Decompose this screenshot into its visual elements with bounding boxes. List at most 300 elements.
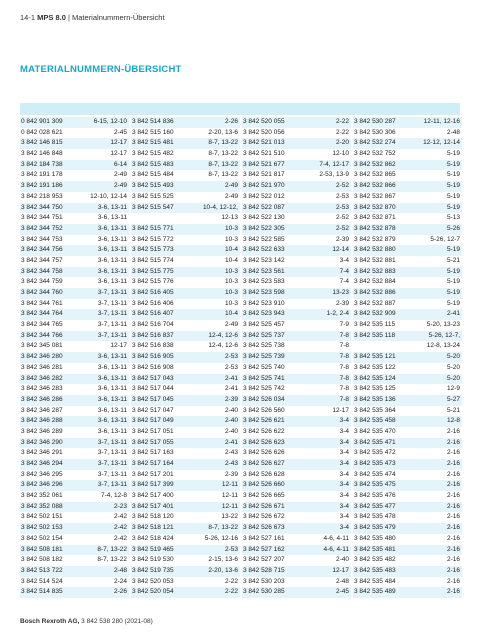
material-number: 3 842 517 400 — [132, 492, 174, 500]
index-row — [353, 534, 462, 545]
index-column — [131, 117, 240, 598]
index-row — [242, 512, 351, 523]
index-row — [353, 448, 462, 459]
page-reference: 3-7, 13-11 — [97, 470, 127, 478]
index-row — [131, 138, 240, 149]
title-band — [20, 103, 460, 115]
page-reference: 3-4 — [339, 449, 349, 457]
page-reference: 3-7, 13-11 — [97, 331, 127, 339]
material-number: 3 842 535 481 — [354, 545, 396, 553]
index-row — [242, 352, 351, 363]
index-row — [131, 363, 240, 374]
material-number: 3 842 530 285 — [243, 588, 285, 596]
page-reference: 5-21 — [446, 256, 460, 264]
index-row — [20, 395, 129, 406]
index-row — [20, 331, 129, 342]
index-row — [353, 491, 462, 502]
index-row — [20, 341, 129, 352]
index-row — [353, 192, 462, 203]
index-row — [353, 331, 462, 342]
page-reference: 7-9 — [339, 321, 349, 329]
index-row — [353, 299, 462, 310]
material-number: 3 842 526 621 — [243, 417, 285, 425]
material-number: 3 842 526 673 — [243, 524, 285, 532]
material-number: 3 842 516 838 — [132, 342, 174, 350]
material-number: 3 842 519 465 — [132, 545, 174, 553]
page-reference: 2-52 — [335, 182, 349, 190]
index-row — [131, 374, 240, 385]
material-number: 3 842 517 049 — [132, 417, 174, 425]
index-row — [20, 277, 129, 288]
index-row — [20, 224, 129, 235]
index-row — [131, 534, 240, 545]
index-row — [20, 491, 129, 502]
index-row — [20, 512, 129, 523]
page-reference: 8-7, 13-22 — [208, 150, 238, 158]
page-reference: 2-20, 13-6 — [208, 128, 238, 136]
material-number: 3 842 525 740 — [243, 363, 285, 371]
index-row — [353, 117, 462, 128]
index-row — [353, 277, 462, 288]
index-row — [131, 512, 240, 523]
page-reference: 10-3 — [224, 267, 238, 275]
page-title: MATERIALNUMMERN-ÜBERSICHT — [20, 64, 182, 75]
material-number: 3 842 526 671 — [243, 502, 285, 510]
page-reference: 2-41 — [224, 374, 238, 382]
page-reference: 7-4, 12-8 — [100, 492, 127, 500]
material-number: 3 842 526 627 — [243, 460, 285, 467]
page-reference: 5-20 — [446, 374, 460, 382]
page-reference: 3-6, 13-11 — [97, 267, 127, 275]
index-row — [20, 181, 129, 192]
page-reference: 7-8 — [339, 353, 349, 361]
material-number: 3 842 521 970 — [243, 182, 285, 190]
page-reference: 2-41 — [446, 310, 460, 318]
material-number: 3 842 344 760 — [21, 289, 63, 296]
index-row — [353, 149, 462, 160]
index-row — [20, 587, 129, 598]
index-row — [353, 213, 462, 224]
index-row — [20, 502, 129, 513]
index-row — [20, 459, 129, 470]
index-row — [353, 459, 462, 470]
index-row — [242, 256, 351, 267]
material-number: 3 842 527 207 — [243, 556, 285, 564]
page-reference: 6-15, 12-10 — [93, 118, 127, 125]
page-reference: 2-20 — [335, 139, 349, 147]
index-row — [353, 138, 462, 149]
index-row — [242, 224, 351, 235]
page-reference: 10-3 — [224, 299, 238, 307]
page-reference: 2-23 — [113, 502, 127, 510]
page-reference: 3-4 — [339, 427, 349, 435]
material-number: 3 842 522 012 — [243, 192, 285, 200]
page-reference: 2-15, 13-6 — [208, 556, 238, 564]
page-reference: 5-19 — [446, 299, 460, 307]
index-row — [353, 128, 462, 139]
index-row — [131, 577, 240, 588]
page-reference: 3-6, 13-11 — [97, 214, 127, 222]
material-number: 3 842 514 524 — [21, 577, 63, 585]
index-row — [20, 138, 129, 149]
page-reference: 2-53 — [224, 363, 238, 371]
material-number: 3 842 532 866 — [354, 182, 396, 190]
page-reference: 2-26 — [224, 118, 238, 125]
material-number: 3 842 519 530 — [132, 556, 174, 564]
material-number: 3 842 346 290 — [21, 438, 63, 446]
index-row — [131, 224, 240, 235]
material-number: 3 842 515 547 — [132, 203, 174, 211]
page-reference: 3-6, 13-11 — [97, 417, 127, 425]
material-number: 3 842 526 626 — [243, 449, 285, 457]
index-row — [20, 299, 129, 310]
material-number: 3 842 526 623 — [243, 438, 285, 446]
index-row — [20, 406, 129, 417]
material-number: 3 842 535 364 — [354, 406, 396, 414]
page-reference: 5-27 — [446, 395, 460, 403]
material-number: 3 842 517 164 — [132, 460, 174, 467]
material-number: 3 842 532 862 — [354, 160, 396, 168]
material-number: 3 842 517 051 — [132, 427, 174, 435]
material-number: 3 842 346 295 — [21, 470, 63, 478]
index-row — [20, 416, 129, 427]
page-reference: 2-49 — [113, 182, 127, 190]
material-number: 3 842 520 054 — [132, 588, 174, 596]
index-row — [242, 502, 351, 513]
material-number: 3 842 516 905 — [132, 353, 174, 361]
material-number: 3 842 535 471 — [354, 438, 396, 446]
index-row — [20, 309, 129, 320]
page-reference: 3-7, 13-11 — [97, 299, 127, 307]
material-number: 3 842 527 162 — [243, 545, 285, 553]
page-reference: 2-16 — [446, 460, 460, 467]
page-footer — [20, 618, 153, 625]
page-reference: 2-16 — [446, 534, 460, 542]
material-number: 3 842 530 203 — [243, 577, 285, 585]
material-number: 3 842 523 142 — [243, 256, 285, 264]
page-reference: 3-4 — [339, 438, 349, 446]
material-number: 3 842 346 287 — [21, 406, 63, 414]
material-number: 3 842 523 561 — [243, 267, 285, 275]
index-row — [131, 395, 240, 406]
material-number: 3 842 184 738 — [21, 160, 63, 168]
material-number: 3 842 344 766 — [21, 331, 63, 339]
page-reference: 5-19 — [446, 267, 460, 275]
index-row — [131, 384, 240, 395]
material-number: 3 842 344 753 — [21, 235, 63, 243]
index-row — [353, 384, 462, 395]
material-number: 3 842 535 115 — [354, 321, 396, 329]
page-reference: 12-17 — [332, 406, 349, 414]
index-row — [20, 566, 129, 577]
page-reference: 12-10, 12-14 — [90, 192, 127, 200]
material-number: 3 842 532 886 — [354, 289, 396, 296]
material-number: 3 842 346 283 — [21, 385, 63, 393]
page-reference: 12-4, 12-6 — [208, 331, 238, 339]
page-reference: 2-39 — [224, 395, 238, 403]
index-row — [20, 555, 129, 566]
page-reference: 8-7, 13-22 — [208, 171, 238, 179]
page-reference: 2-49 — [113, 171, 127, 179]
material-number: 3 842 520 056 — [243, 128, 285, 136]
material-number: 3 842 344 751 — [21, 214, 63, 222]
index-row — [242, 160, 351, 171]
page-reference: 12-17 — [110, 342, 127, 350]
page-reference: 2-41 — [224, 438, 238, 446]
material-number: 3 842 526 622 — [243, 427, 285, 435]
page-reference: 10-4, 12-12, — [202, 203, 238, 211]
index-row — [242, 341, 351, 352]
index-row — [20, 438, 129, 449]
material-number: 3 842 517 047 — [132, 406, 174, 414]
index-row — [131, 245, 240, 256]
material-number: 3 842 530 287 — [354, 118, 396, 125]
material-number: 3 842 346 280 — [21, 353, 63, 361]
index-column — [353, 117, 462, 598]
page-reference: 10-4 — [224, 310, 238, 318]
page-reference: 7-8 — [339, 342, 349, 350]
page-reference: 7-8 — [339, 363, 349, 371]
index-row — [131, 566, 240, 577]
material-number: 3 842 522 130 — [243, 214, 285, 222]
index-row — [242, 149, 351, 160]
material-number: 3 842 344 764 — [21, 310, 63, 318]
page-number: 14-1 — [20, 13, 36, 22]
page-reference: 2-22 — [335, 118, 349, 125]
index-row — [20, 480, 129, 491]
header-separator: | — [67, 13, 70, 22]
page-reference: 2-16 — [446, 427, 460, 435]
index-row — [353, 170, 462, 181]
page-reference: 1-2, 2-4 — [326, 310, 349, 318]
page-reference: 3-7, 13-11 — [97, 310, 127, 318]
page-reference: 5-26 — [446, 224, 460, 232]
page-reference: 7-8 — [339, 385, 349, 393]
index-row — [131, 299, 240, 310]
page-reference: 2-20, 13-6 — [208, 566, 238, 574]
index-row — [20, 160, 129, 171]
page-reference: 3-6, 13-11 — [97, 353, 127, 361]
index-row — [20, 448, 129, 459]
material-number: 3 842 516 405 — [132, 289, 174, 296]
material-number: 3 842 522 633 — [243, 246, 285, 254]
page-reference: 2-22 — [224, 577, 238, 585]
material-number: 3 842 515 493 — [132, 182, 174, 190]
page-reference: 3-4 — [339, 524, 349, 532]
material-number: 3 842 532 887 — [354, 299, 396, 307]
page-reference: 3-6, 13-11 — [97, 224, 127, 232]
material-number: 3 842 502 153 — [21, 524, 63, 532]
index-row — [242, 288, 351, 299]
material-number: 3 842 346 281 — [21, 363, 63, 371]
page-reference: 2-16 — [446, 524, 460, 532]
index-row — [242, 448, 351, 459]
page-reference: 3-6, 13-11 — [97, 278, 127, 286]
index-row — [131, 341, 240, 352]
page-reference: 12-11 — [221, 502, 238, 510]
index-row — [353, 352, 462, 363]
material-number: 3 842 502 151 — [21, 513, 63, 521]
index-row — [20, 427, 129, 438]
index-row — [353, 160, 462, 171]
index-row — [20, 577, 129, 588]
material-number: 3 842 515 775 — [132, 267, 174, 275]
page-reference: 3-4 — [339, 256, 349, 264]
product-name: MPS 8.0 — [37, 13, 66, 22]
page-reference: 3-6, 13-11 — [97, 374, 127, 382]
index-row — [242, 213, 351, 224]
index-row — [353, 203, 462, 214]
material-number: 3 842 515 484 — [132, 171, 174, 179]
page-reference: 3-7, 13-11 — [97, 289, 127, 296]
page-reference: 2-49 — [224, 192, 238, 200]
material-number: 3 842 525 739 — [243, 353, 285, 361]
index-row — [131, 288, 240, 299]
material-number: 3 842 346 294 — [21, 460, 63, 467]
page-reference: 2-48 — [335, 577, 349, 585]
page-reference: 3-6, 13-11 — [97, 235, 127, 243]
material-number: 3 842 518 424 — [132, 534, 174, 542]
index-row — [353, 480, 462, 491]
material-number: 3 842 515 525 — [132, 192, 174, 200]
index-row — [242, 566, 351, 577]
index-row — [242, 128, 351, 139]
page-reference: 2-16 — [446, 481, 460, 489]
page-reference: 5-13 — [446, 214, 460, 222]
page-reference: 12-8, 13-24 — [426, 342, 460, 350]
page-reference: 2-22 — [224, 588, 238, 596]
material-number: 3 842 518 121 — [132, 524, 174, 532]
page-reference: 3-4 — [339, 481, 349, 489]
page-reference: 2-42 — [113, 534, 127, 542]
index-row — [131, 170, 240, 181]
material-number: 3 842 532 867 — [354, 192, 396, 200]
index-row — [353, 245, 462, 256]
material-number: 3 842 517 055 — [132, 438, 174, 446]
material-number: 3 842 346 291 — [21, 449, 63, 457]
page-reference: 5-19 — [446, 289, 460, 296]
index-row — [353, 320, 462, 331]
page-reference: 2-49 — [224, 321, 238, 329]
index-row — [131, 277, 240, 288]
material-number: 3 842 532 881 — [354, 256, 396, 264]
index-row — [20, 170, 129, 181]
page-reference: 2-40 — [335, 556, 349, 564]
material-number: 3 842 535 472 — [354, 449, 396, 457]
material-number: 3 842 515 482 — [132, 150, 174, 158]
page-reference: 12-17 — [332, 566, 349, 574]
page-reference: 2-40 — [224, 406, 238, 414]
index-row — [242, 363, 351, 374]
page-reference: 2-53 — [224, 353, 238, 361]
material-number: 3 842 527 161 — [243, 534, 285, 542]
page-reference: 2-53 — [224, 545, 238, 553]
page-reference: 12-17 — [110, 139, 127, 147]
index-row — [242, 523, 351, 534]
material-number: 3 842 535 478 — [354, 513, 396, 521]
material-number: 3 842 535 480 — [354, 534, 396, 542]
index-row — [242, 170, 351, 181]
index-row — [20, 534, 129, 545]
index-row — [131, 448, 240, 459]
material-number: 3 842 535 458 — [354, 417, 396, 425]
page-reference: 2-45 — [113, 128, 127, 136]
page-reference: 2-43 — [224, 449, 238, 457]
page-reference: 5-19 — [446, 150, 460, 158]
index-row — [353, 502, 462, 513]
page-reference: 7-8 — [339, 331, 349, 339]
material-number: 3 842 528 715 — [243, 566, 285, 574]
page-reference: 3-7, 13-11 — [97, 481, 127, 489]
material-number: 3 842 535 489 — [354, 588, 396, 596]
material-number: 3 842 532 883 — [354, 267, 396, 275]
index-row — [353, 363, 462, 374]
index-row — [242, 491, 351, 502]
index-row — [131, 491, 240, 502]
index-row — [131, 203, 240, 214]
page-reference: 12-14 — [332, 246, 349, 254]
index-row — [20, 117, 129, 128]
page-reference: 5-19 — [446, 246, 460, 254]
index-row — [20, 245, 129, 256]
page-reference: 13-22 — [221, 513, 238, 521]
material-number: 3 842 532 879 — [354, 235, 396, 243]
page-reference: 3-4 — [339, 417, 349, 425]
material-number: 3 842 352 088 — [21, 502, 63, 510]
material-number: 3 842 346 296 — [21, 481, 63, 489]
page-reference: 2-39 — [335, 235, 349, 243]
material-number: 3 842 515 483 — [132, 160, 174, 168]
index-row — [242, 245, 351, 256]
material-number: 3 842 532 884 — [354, 278, 396, 286]
material-number: 3 842 535 125 — [354, 385, 396, 393]
index-row — [353, 587, 462, 598]
index-row — [20, 545, 129, 556]
page-reference: 2-52 — [335, 214, 349, 222]
material-number: 3 842 146 815 — [21, 139, 63, 147]
index-row — [131, 320, 240, 331]
material-number: 0 842 028 621 — [21, 128, 63, 136]
index-row — [353, 470, 462, 481]
index-row — [131, 555, 240, 566]
material-number: 3 842 535 475 — [354, 481, 396, 489]
page-reference: 2-16 — [446, 556, 460, 564]
page-reference: 8-7, 13-22 — [97, 556, 127, 564]
material-number: 0 842 901 309 — [21, 118, 63, 125]
index-row — [131, 545, 240, 556]
page-reference: 2-49 — [224, 182, 238, 190]
material-number: 3 842 532 870 — [354, 203, 396, 211]
material-number: 3 842 515 160 — [132, 128, 174, 136]
page-reference: 5-19 — [446, 203, 460, 211]
material-number: 3 842 521 013 — [243, 139, 285, 147]
page-reference: 5-26, 12-7, — [428, 331, 460, 339]
index-row — [131, 149, 240, 160]
material-number: 3 842 535 479 — [354, 524, 396, 532]
index-row — [131, 181, 240, 192]
page-reference: 4-6, 4-11 — [323, 534, 349, 542]
material-number: 3 842 344 750 — [21, 203, 63, 211]
index-row — [353, 512, 462, 523]
page-reference: 3-4 — [339, 492, 349, 500]
index-row — [353, 374, 462, 385]
page-reference: 12-9 — [446, 385, 460, 393]
page-reference: 4-6, 4-11 — [323, 545, 349, 553]
index-row — [353, 224, 462, 235]
page-reference: 2-16 — [446, 449, 460, 457]
page-reference: 3-6, 13-11 — [97, 406, 127, 414]
index-row — [131, 416, 240, 427]
